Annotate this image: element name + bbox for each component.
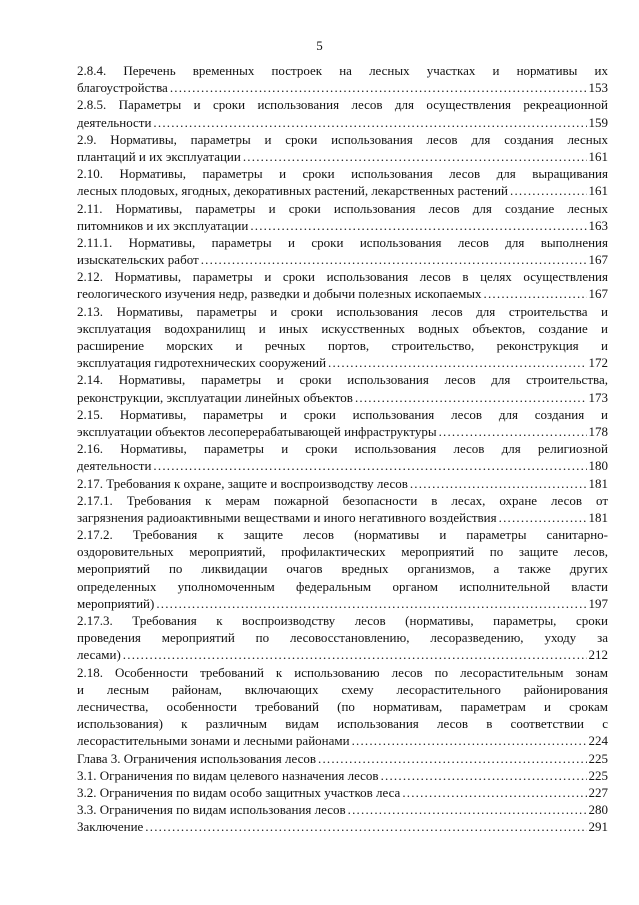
toc-entry-text: загрязнения радиоактивными веществами и иного негативного воздействия (77, 509, 497, 525)
toc-page-number: 167 (588, 286, 608, 302)
dot-leader (170, 79, 587, 96)
toc-entry-last-line (77, 423, 608, 440)
toc-entry-line: 2.9. Нормативы, параметры и сроки использования лесов для создания лесных (77, 131, 608, 147)
toc-entry-text: лесорастительными зонами и лесными районами (77, 733, 350, 749)
page-number: 5 (316, 38, 323, 53)
toc-entry-line: 2.10. Нормативы, параметры и сроки использования лесов для выращивания (77, 166, 608, 182)
toc-entry-line: 2.17.1. Требования к мерам пожарной безопасности в лесах, охране лесов от (77, 492, 608, 508)
toc-entry-line: 2.17.3. Требования к воспроизводству лесов (нормативы, параметры, сроки (77, 613, 608, 628)
toc-entry (77, 664, 608, 750)
toc-entry-text: изыскательских работ (77, 252, 199, 268)
dot-leader (499, 509, 587, 526)
toc-entry-last-line (77, 767, 608, 784)
toc-entry-text: Заключение (77, 819, 144, 835)
dot-leader (355, 389, 587, 406)
toc-entry (77, 801, 608, 818)
toc-entry (77, 165, 608, 199)
toc-entry-text: питомников и их эксплуатации (77, 217, 249, 233)
toc-entry-line: лесничества, особенности требований (по нормативам, параметрам и срокам (77, 698, 608, 714)
toc-page-number: 225 (588, 767, 608, 783)
toc-entry (77, 612, 608, 664)
toc-entry-last-line (77, 251, 608, 268)
toc-entry-line: использования) к различным видам использования лесов в соответствии с (77, 716, 608, 732)
toc-entry-line: 2.11.1. Нормативы, параметры и сроки использования лесов для выполнения (77, 234, 608, 250)
toc-entry-line: расширение морских и речных портов, строительство, реконструкция и (77, 338, 608, 353)
toc-entry-line: 2.11. Нормативы, параметры и сроки использования лесов для создание лесных (77, 200, 608, 216)
toc-page-number: 161 (588, 148, 608, 164)
dot-leader (410, 475, 587, 492)
toc-entry-text: эксплуатация гидротехнических сооружений (77, 355, 327, 371)
toc-entry-last-line (77, 509, 608, 526)
toc-entry (77, 767, 608, 784)
toc-entry-last-line (77, 182, 608, 199)
toc-entry-last-line (77, 750, 608, 767)
toc-entry-last-line (77, 354, 608, 371)
toc-entry (77, 131, 608, 165)
dot-leader (156, 595, 586, 612)
toc-entry-line: мероприятий по ликвидации очагов вредных организмов, а также других (77, 561, 608, 577)
toc-entry-last-line (77, 475, 608, 492)
dot-leader (123, 646, 587, 663)
toc-entry-line: 2.14. Нормативы, параметры и сроки использования лесов для строительства, (77, 372, 608, 388)
toc-entry-line: эксплуатация водохранилищ и иных искусственных водных объектов, создание и (77, 320, 608, 336)
toc-entry-last-line (77, 114, 608, 131)
toc-entry-text: Глава 3. Ограничения использования лесов (77, 750, 316, 766)
toc-entry (77, 784, 608, 801)
toc-page-number: 291 (588, 819, 608, 835)
toc-entry-last-line (77, 389, 608, 406)
table-of-contents (77, 62, 608, 835)
toc-entry (77, 818, 608, 835)
toc-entry-text: 3.1. Ограничения по видам целевого назначения лесов (77, 767, 379, 783)
toc-entry (77, 475, 608, 492)
toc-page-number: 181 (588, 475, 608, 491)
toc-page-number: 181 (588, 509, 608, 525)
toc-page-number: 224 (588, 733, 608, 749)
toc-entry-text: благоустройства (77, 80, 168, 96)
toc-entry-last-line (77, 79, 608, 96)
toc-entry-text: 2.17. Требования к охране, защите и воспроизводству лесов (77, 475, 408, 491)
toc-entry-line: оздоровительных мероприятий, профилактических мероприятий по защите лесов, (77, 544, 608, 560)
toc-entry (77, 526, 608, 612)
toc-entry (77, 234, 608, 268)
toc-entry-text: лесами) (77, 647, 121, 663)
dot-leader (484, 285, 587, 302)
toc-entry-text: лесных плодовых, ягодных, декоративных растений, лекарственных растений (77, 183, 509, 199)
toc-entry-text: плантаций и их эксплуатации (77, 148, 241, 164)
toc-entry-line: 2.13. Нормативы, параметры и сроки использования лесов для строительства и (77, 303, 608, 319)
dot-leader (381, 767, 587, 784)
toc-page-number: 167 (588, 252, 608, 268)
toc-entry-line: 2.15. Нормативы, параметры и сроки использования лесов для создания и (77, 406, 608, 422)
dot-leader (328, 354, 586, 371)
toc-page-number: 197 (588, 595, 608, 611)
toc-entry (77, 440, 608, 474)
toc-entry-line: и лесным районам, включающих схему лесорастительного районирования (77, 681, 608, 697)
toc-entry (77, 750, 608, 767)
toc-entry-line: 2.8.5. Параметры и сроки использования лесов для осуществления рекреационной (77, 97, 608, 113)
toc-entry-last-line (77, 595, 608, 612)
toc-entry (77, 268, 608, 302)
toc-page-number: 159 (588, 114, 608, 130)
dot-leader (250, 217, 586, 234)
toc-entry (77, 406, 608, 440)
dot-leader (352, 732, 587, 749)
toc-entry-text: деятельности (77, 114, 152, 130)
toc-entry-text: эксплуатации объектов лесоперерабатывающей инфраструктуры (77, 423, 437, 439)
toc-entry (77, 303, 608, 372)
dot-leader (348, 801, 587, 818)
toc-entry-last-line (77, 285, 608, 302)
dot-leader (201, 251, 587, 268)
toc-entry (77, 96, 608, 130)
toc-entry-text: мероприятий) (77, 595, 155, 611)
toc-entry-line: определенных уполномоченным федеральным органом исполнительной власти (77, 578, 608, 594)
toc-entry (77, 492, 608, 526)
toc-entry-line: 2.8.4. Перечень временных построек на лесных участках и нормативы их (77, 63, 608, 78)
toc-entry (77, 62, 608, 96)
toc-page-number: 178 (588, 423, 608, 439)
dot-leader (145, 818, 586, 835)
toc-entry-line: 2.12. Нормативы, параметры и сроки использования лесов в целях осуществления (77, 269, 608, 285)
toc-entry-last-line (77, 148, 608, 165)
toc-entry-last-line (77, 217, 608, 234)
dot-leader (510, 182, 586, 199)
toc-page-number: 161 (588, 183, 608, 199)
toc-entry-line: проведения мероприятий по лесовосстановлению, лесоразведению, уходу за (77, 630, 608, 646)
toc-page-number: 212 (588, 647, 608, 663)
toc-entry-line: 2.16. Нормативы, параметры и сроки использования лесов для религиозной (77, 441, 608, 457)
toc-entry-last-line (77, 801, 608, 818)
dot-leader (318, 750, 587, 767)
toc-page-number: 180 (588, 458, 608, 474)
dot-leader (153, 457, 586, 474)
toc-page-number: 225 (588, 750, 608, 766)
toc-entry-last-line (77, 732, 608, 749)
toc-entry-text: деятельности (77, 458, 152, 474)
toc-entry-text: геологического изучения недр, разведки и добычи полезных ископаемых (77, 286, 482, 302)
toc-page-number: 280 (588, 802, 608, 818)
dot-leader (402, 784, 586, 801)
toc-entry-last-line (77, 818, 608, 835)
toc-entry (77, 200, 608, 234)
dot-leader (439, 423, 587, 440)
toc-entry-line: 2.18. Особенности требований к использованию лесов по лесорастительным зонам (77, 664, 608, 680)
toc-entry-text: реконструкции, эксплуатации линейных объектов (77, 389, 353, 405)
toc-entry-last-line (77, 784, 608, 801)
toc-page-number: 172 (588, 355, 608, 371)
toc-entry-line: 2.17.2. Требования к защите лесов (нормативы и параметры санитарно- (77, 527, 608, 543)
dot-leader (153, 114, 586, 131)
toc-page-number: 163 (588, 217, 608, 233)
toc-entry-text: 3.2. Ограничения по видам особо защитных участков леса (77, 784, 401, 800)
toc-page-number: 153 (588, 80, 608, 96)
dot-leader (243, 148, 587, 165)
toc-page-number: 227 (588, 784, 608, 800)
toc-entry (77, 371, 608, 405)
toc-entry-last-line (77, 457, 608, 474)
toc-entry-last-line (77, 646, 608, 663)
toc-entry-text: 3.3. Ограничения по видам использования лесов (77, 802, 346, 818)
toc-page-number: 173 (588, 389, 608, 405)
